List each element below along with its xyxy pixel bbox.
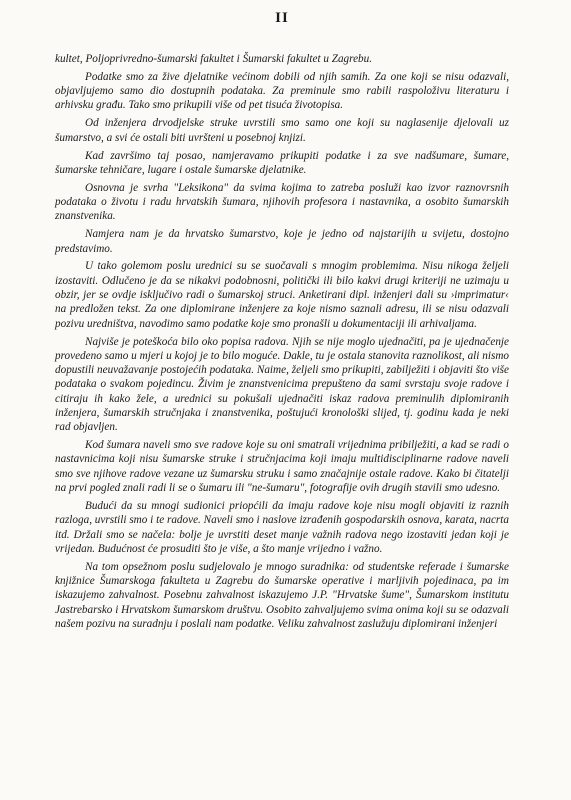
paragraph: Od inženjera drvodjelske struke uvrstili smo samo one koji su naglasenije djelovali uz šumarstvo, a svi će ostali biti uvršteni u posebnoj knjizi. — [55, 117, 509, 144]
paragraph: Kad završimo taj posao, namjeravamo prikupiti podatke i za sve nadšumare, šumare, šumarske tehničare, lugare i ostale šumarske djelatnike. — [55, 149, 509, 176]
paragraph: Najviše je poteškoća bilo oko popisa radova. Njih se nije moglo ujednačiti, pa je ujednačenje provedeno samo u mjeri u kojoj je to bilo moguće. Dakle, tu je ostala stanovita raznolikost, ali nismo dopustili neuvažavanje postojećih podataka. Naime, željeli smo prikupiti, zabilježiti i objaviti što više podataka o svakom pojedincu. Živim je znanstvenicima prepušteno da sami svrstaju svoje radove i citiraju ih kako žele, a urednici su pokušali ujednačiti iskaz radova preminulih diplomiranih inženjera, šumarskih stručnjaka i znanstvenika, poštujući kronološki slijed, tj. godinu kada je neki rad objavljen. — [55, 335, 509, 434]
body-text — [55, 52, 509, 631]
paragraph: Namjera nam je da hrvatsko šumarstvo, koje je jedno od najstarijih u svijetu, dostojno predstavimo. — [55, 228, 509, 255]
page-number: II — [275, 10, 289, 26]
paragraph: Podatke smo za žive djelatnike većinom dobili od njih samih. Za one koji se nisu odazvali, objavljujemo samo dio dostupnih podataka. Za preminule smo rabili raspoloživu literaturu i arhivsku građu. Tako smo prikupili više od pet tisuća životopisa. — [55, 70, 509, 112]
paragraph: Na tom opsežnom poslu sudjelovalo je mnogo suradnika: od studentske referade i šumarske knjižnice Šumarskoga fakulteta u Zagrebu do šumarske operative i marljivih pojedinaca, pa im iskazujemo zahvalnost. Posebnu zahvalnost iskazujemo J.P. "Hrvatske šume", Šumarskom institutu Jastrebarsko i Hrvatskom šumarskom društvu. Osobito zahvaljujemo svima onima koji su se odazvali našem pozivu na suradnju i poslali nam podatke. Veliku zahvalnost zaslužuju diplomirani inženjeri — [55, 560, 509, 630]
paragraph: Budući da su mnogi sudionici priopćili da imaju radove koje nisu mogli objaviti iz raznih razloga, uvrstili smo i te radove. Naveli smo i naslove izrađenih gospodarskih osnova, karata, nacrta itd. Držali smo se načela: bolje je uvrstiti deset manje važnih radova nego izostaviti jedan koji je vrijedan. Budućnost će prosuditi što je više, a što manje vrijedno i važno. — [55, 499, 509, 555]
paragraph: kultet, Poljoprivredno-šumarski fakultet i Šumarski fakultet u Zagrebu. — [55, 53, 373, 65]
paragraph: Osnovna je svrha "Leksikona" da svima kojima to zatreba posluži kao izvor raznovrsnih podataka o životu i radu hrvatskih šumara, njihovih profesora i nastavnika, a osobito šumarskih znanstvenika. — [55, 181, 509, 223]
paragraph: Kod šumara naveli smo sve radove koje su oni smatrali vrijednima pribilježiti, a kad se radi o nastavnicima koji nisu šumarske struke i stručnjacima koji imaju multidisciplinarne radove naveli smo sve njihove radove vezane uz šumarsku struku i samo značajnije ostale radove. Kako bi čitatelji na prvi pogled znali radi li se o šumaru ili "ne-šumaru", fotografije ovih drugih stavili smo udesno. — [55, 439, 509, 495]
paragraph: U tako golemom poslu urednici su se suočavali s mnogim problemima. Nisu nikoga željeli izostaviti. Odlučeno je da se nikakvi podobnosni, politički ili bilo kakvi drugi kriteriji ne uzimaju u obzir, jer se ovdje isključivo radi o šumarskoj struci. Anketirani dipl. inženjeri dali su ›imprimatur‹ na predložen tekst. Za one diplomirane inženjere za koje nismo saznali adresu, ili se nisu odazvali pozivu uredništva, navodimo samo podatke koje smo pronašli u dokumentaciji ili arhivaljama. — [55, 260, 509, 330]
